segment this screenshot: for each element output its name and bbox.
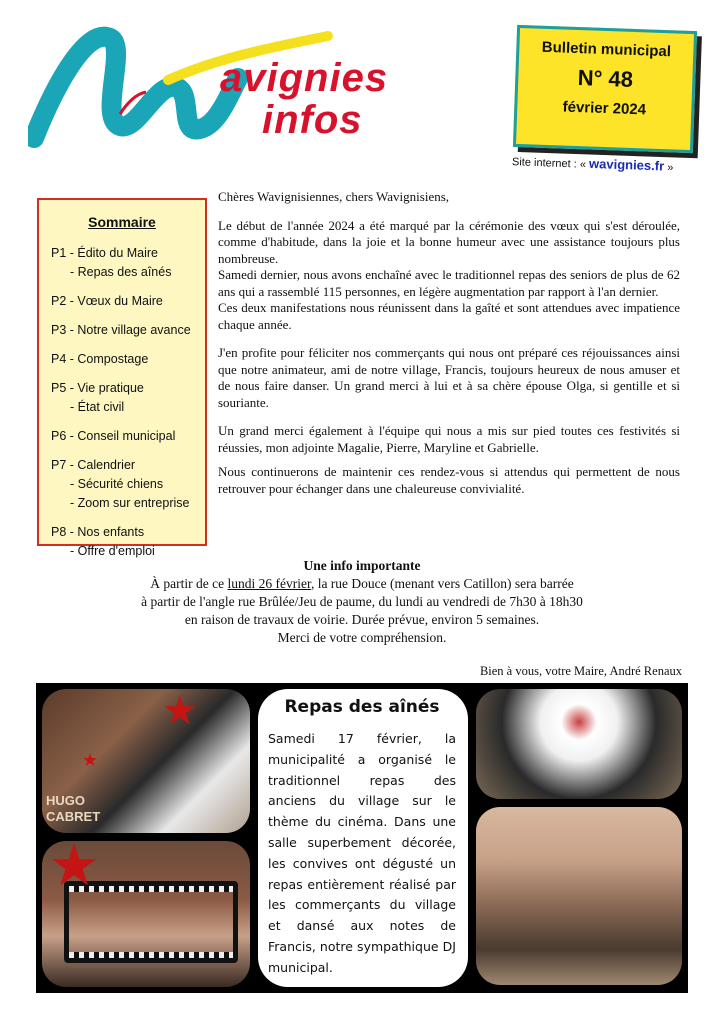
toc-subitem: - État civil <box>70 400 125 414</box>
letter-paragraph: Nous continuerons de maintenir ces rendez-vous si attendus qui permettent de nous retrouver pour échanger dans une chaleureuse convivialité. <box>218 464 680 496</box>
logo-text-avignies: avignies <box>220 56 389 100</box>
info-line <box>40 575 684 593</box>
logo-text-infos: infos <box>262 98 363 142</box>
toc-group-p2 <box>51 292 205 311</box>
toc-group-p8 <box>51 523 205 561</box>
letter-paragraph: J'en profite pour féliciter nos commerçants qui nous ont préparé ces réjouissances ainsi que notre animateur, ami de notre village, Francis, toujours heureux de nous amuser et de nous faire danser. Un grand merci à lui et à sa chère épouse Olga, si gentille et si souriante. <box>218 345 680 410</box>
info-line: Merci de votre compréhension. <box>277 630 447 645</box>
toc-subitem: - Offre d'emploi <box>70 544 155 558</box>
photo-dance-hall <box>476 807 682 985</box>
toc-item: P5 - Vie pratique <box>51 381 144 395</box>
toc-subitem: - Zoom sur entreprise <box>70 496 190 510</box>
info-line: à partir de l'angle rue Brûlée/Jeu de paume, du lundi au vendredi de 7h30 à 18h30 <box>141 594 583 609</box>
mayor-editorial <box>218 189 680 509</box>
toc-subitem: - Repas des aînés <box>70 265 172 279</box>
toc-item: P3 - Notre village avance <box>51 323 191 337</box>
issue-number: N° 48 <box>577 65 634 92</box>
toc-group-p1 <box>51 244 205 282</box>
film-holes <box>69 952 233 958</box>
poster-text: CABRET <box>46 809 101 824</box>
article-title: Repas des aînés <box>284 697 440 717</box>
letter-paragraph: Samedi dernier, nous avons enchaîné avec le traditionnel repas des seniors de plus de 62 ans qui a rassemblé 115 personnes, en légère augmentation par rapport à l'an dernier. <box>218 267 680 299</box>
toc-item: P4 - Compostage <box>51 352 149 366</box>
website-line <box>512 153 674 174</box>
letter-paragraph: Le début de l'année 2024 a été marqué par la cérémonie des vœux qui s'est déroulée, comme d'habitude, dans la joie et la bonne humeur avec une assistance toujours plus nombreuse. <box>218 217 680 266</box>
toc-title: Sommaire <box>88 214 156 230</box>
info-text: À partir de ce <box>150 576 228 591</box>
important-info <box>40 557 684 647</box>
photo-table-setting <box>476 689 682 799</box>
star-decoration: ★ <box>162 689 198 733</box>
toc-item: P7 - Calendrier <box>51 458 136 472</box>
letter-paragraph: Un grand merci également à l'équipe qui nous a mis sur pied toutes ces festivités si réussies, mon adjointe Magalie, Pierre, Maryline et Gabrielle. <box>218 423 680 455</box>
poster-text: HUGO <box>46 793 85 808</box>
website-suffix: » <box>666 161 674 174</box>
toc-group-p6 <box>51 427 205 446</box>
article-repas-des-aines <box>258 689 468 987</box>
photo-guests-frame <box>42 841 250 987</box>
wavignies-logo <box>28 18 428 178</box>
bulletin-badge <box>513 25 697 153</box>
badge-title: Bulletin municipal <box>541 38 672 61</box>
info-date: lundi 26 février <box>227 576 311 591</box>
mayor-signature: Bien à vous, votre Maire, André Renaux <box>479 664 682 678</box>
toc-subitem: - Sécurité chiens <box>70 477 164 491</box>
table-of-contents <box>37 198 207 558</box>
info-line: en raison de travaux de voirie. Durée prévue, environ 5 semaines. <box>184 612 540 627</box>
toc-group-p5 <box>51 379 205 417</box>
photo-cinema-decor <box>42 689 250 833</box>
letter-greeting: Chères Wavignisiennes, chers Wavignisiens, <box>218 189 450 204</box>
letter-paragraph: Ces deux manifestations nous réunissent dans la gaîté et sont attendues avec impatience chaque année. <box>218 300 680 332</box>
info-text: , la rue Douce (menant vers Catillon) sera barrée <box>310 576 574 591</box>
issue-date: février 2024 <box>562 98 647 119</box>
photo-panel <box>36 683 688 993</box>
star-decoration: ★ <box>48 841 100 898</box>
toc-item: P6 - Conseil municipal <box>51 429 176 443</box>
toc-group-p3 <box>51 321 205 340</box>
article-body: Samedi 17 février, la municipalité a organisé le traditionnel repas des anciens du village sur le thème du cinéma. Dans une salle superbement décorée, les convives ont dégusté un repas entièrement réalisé par les commerçants du village et dansé aux notes de Francis, notre sympathique DJ municipal. <box>268 731 456 975</box>
website-prefix: Site internet : « <box>511 156 587 171</box>
toc-item: P8 - Nos enfants <box>51 525 145 539</box>
website-link[interactable]: wavignies.fr <box>588 155 665 174</box>
toc-item: P1 - Édito du Maire <box>51 246 158 260</box>
toc-group-p4 <box>51 350 205 369</box>
toc-item: P2 - Vœux du Maire <box>51 294 163 308</box>
toc-group-p7 <box>51 456 205 513</box>
info-title: Une info importante <box>303 558 421 573</box>
star-decoration: ★ <box>82 750 99 770</box>
